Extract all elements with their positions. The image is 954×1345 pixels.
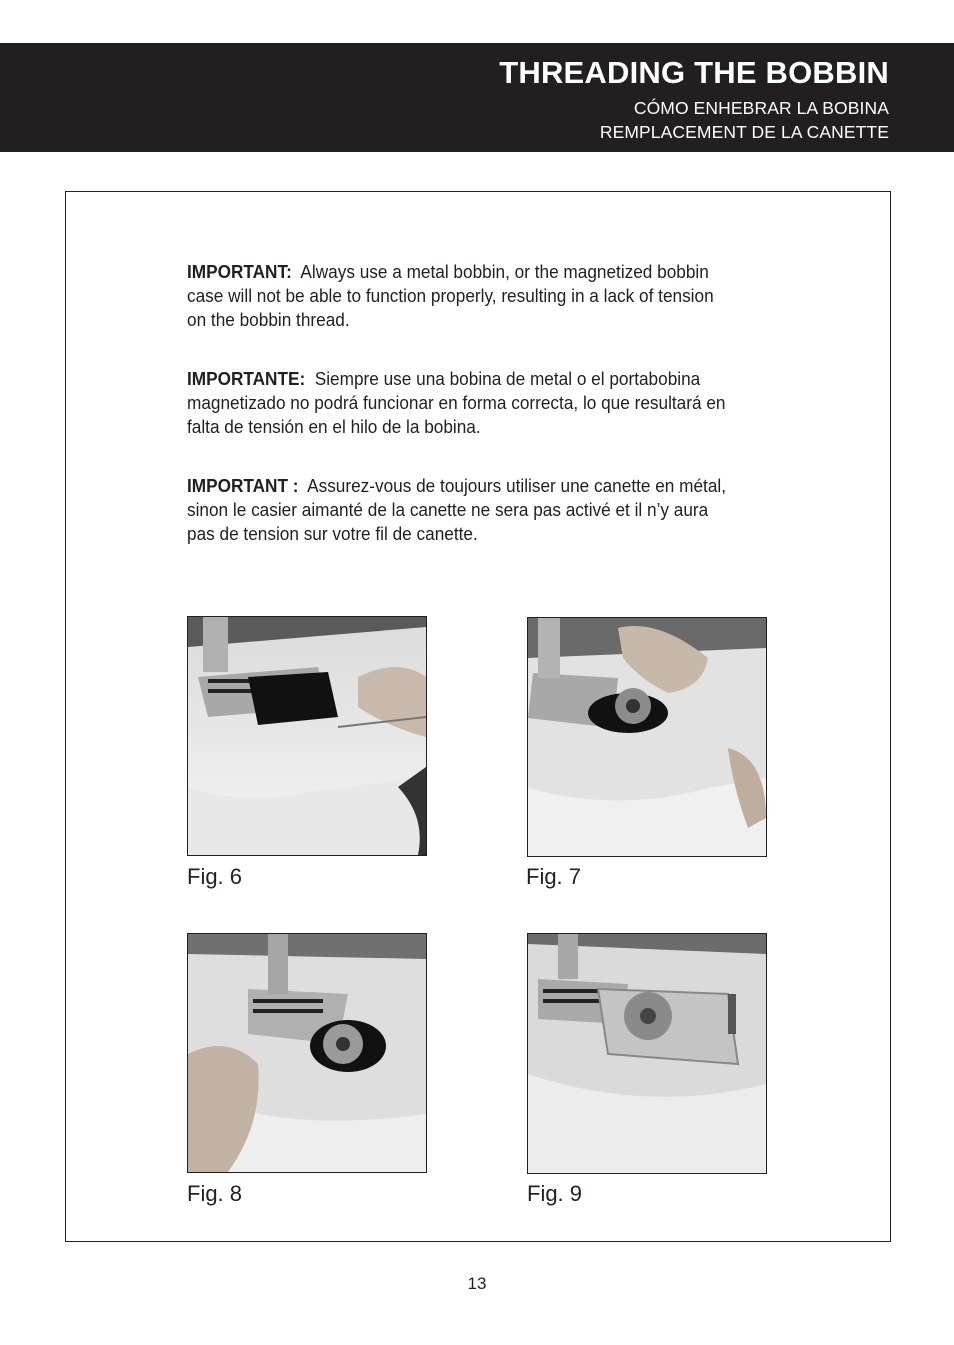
note-text: Always use a metal bobbin, or the magnetized bobbin case will not be able to function properly, resulting in a lack of tension on the bobbin thread. (187, 261, 714, 330)
important-note-english (187, 260, 726, 332)
figure-6-caption: Fig. 6 (187, 864, 243, 889)
note-text: Assurez-vous de toujours utiliser une canette en métal, sinon le casier aimanté de la canette ne sera pas activé et il n’y aura pas de tension sur votre fil de canette. (187, 475, 726, 544)
note-text: Siempre use una bobina de metal o el portabobina magnetizado no podrá funcionar en forma correcta, lo que resultará en falta de tensión en el hilo de la bobina. (187, 368, 726, 437)
subtitle-french: REMPLACEMENT DE LA CANETTE (599, 122, 889, 142)
figure-9-caption: Fig. 9 (527, 1181, 583, 1206)
note-label: IMPORTANT : (187, 475, 299, 496)
note-label: IMPORTANTE: (187, 368, 306, 389)
sewing-machine-photo (528, 618, 766, 856)
figure-7-caption: Fig. 7 (526, 864, 582, 889)
figure-8-photo (187, 933, 427, 1173)
figure-6-photo (187, 616, 427, 856)
note-label: IMPORTANT: (187, 261, 292, 282)
page-header (0, 43, 954, 152)
page-number: 13 (467, 1274, 487, 1293)
sewing-machine-photo (188, 617, 426, 855)
sewing-machine-photo (188, 934, 426, 1172)
page-title: THREADING THE BOBBIN (499, 55, 889, 90)
important-note-spanish (187, 367, 726, 439)
figure-9-photo (527, 933, 767, 1174)
subtitle-spanish: CÓMO ENHEBRAR LA BOBINA (633, 98, 889, 118)
figure-8-caption: Fig. 8 (187, 1181, 243, 1206)
sewing-machine-photo (528, 934, 766, 1173)
figure-7-photo (527, 617, 767, 857)
important-note-french (187, 474, 726, 546)
